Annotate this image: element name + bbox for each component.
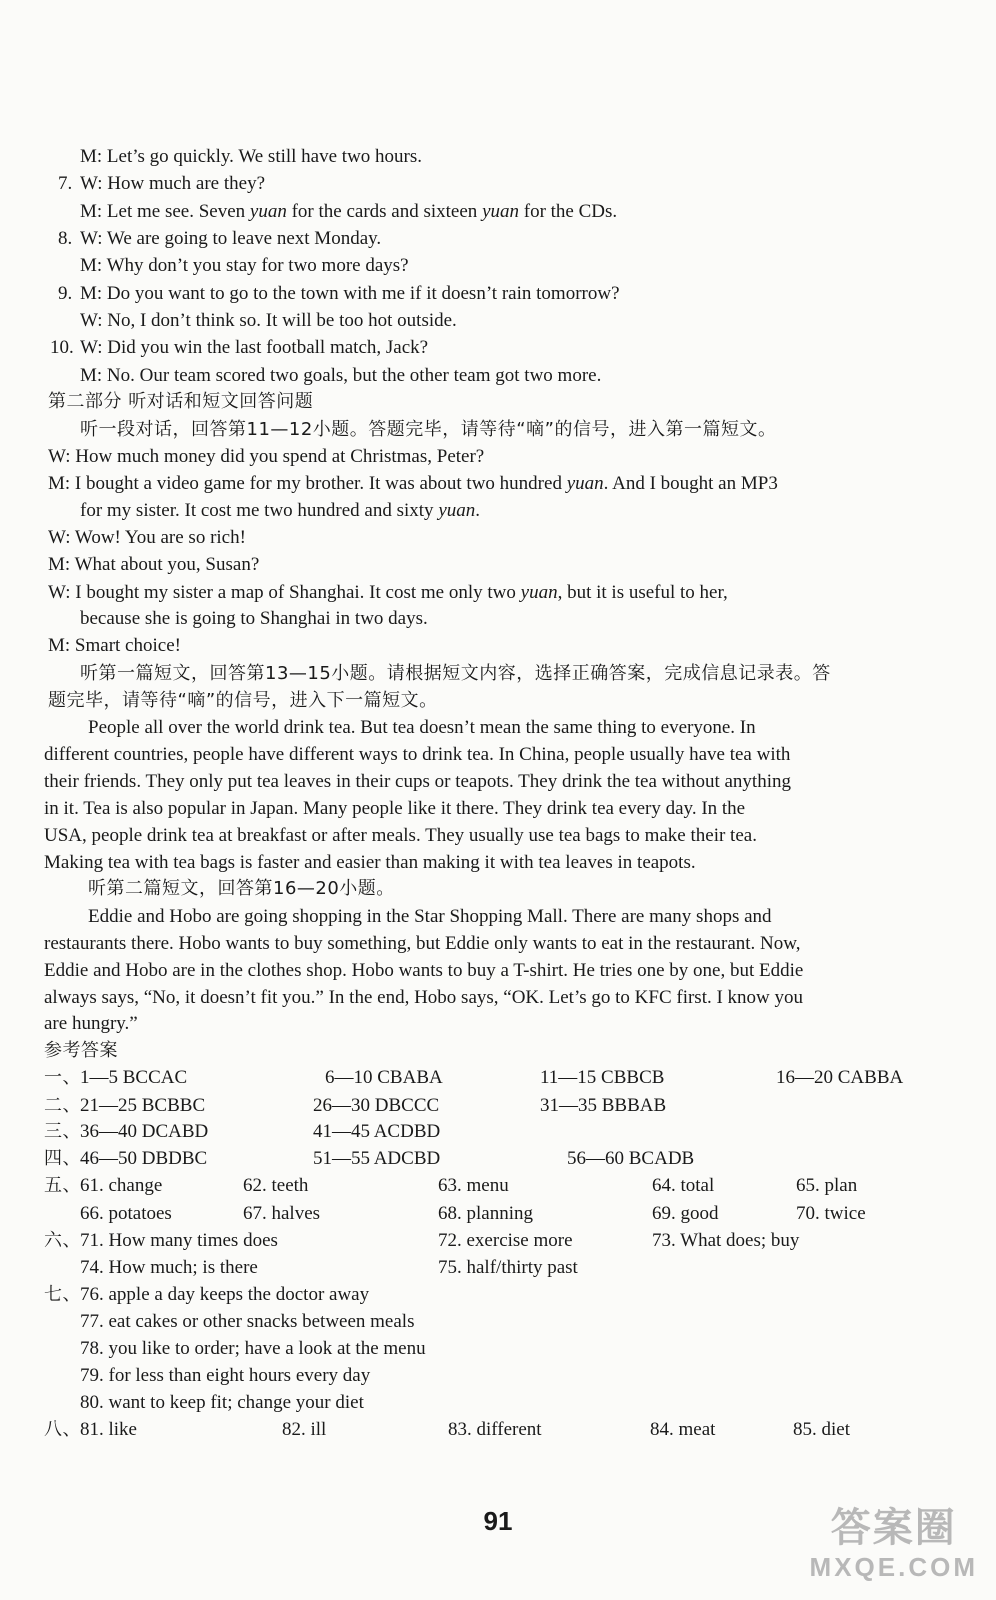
question-number: 8. bbox=[58, 228, 73, 249]
watermark-logo-text: 答案圈 bbox=[830, 1506, 957, 1550]
question-number: 10. bbox=[50, 337, 74, 358]
question-number: 7. bbox=[58, 173, 73, 194]
question-number: 9. bbox=[58, 283, 73, 304]
site-watermark bbox=[810, 1508, 978, 1580]
answer-key-page: M: Let’s go quickly. We still have two hours. 7. W: How much are they? M: Let me see. Seven yuan for the cards and sixteen yuan for the CDs. 8. W: We are going to leave next Monday. M: Why don’t you stay for two more days? 9. M: Do you want to go to the town with me if it doesn’t rain tomorrow? W: No, I don’t think so. It will be too hot outside. 10. W: Did you win the last football match, Jack? M: No. Our team scored two goals, but the other team got two more. 第二部分 听对话和短文回答问题 听一段对话，回答第11—12小题。答题完毕，请等待“嘀”的信号，进入第一篇短文。 W: How much money did you spend at Christmas, Peter? M: I bought a video game for my brother. It was about two hundred yuan. And I bought an MP3 for my sister. It cost me two hundred and sixty yuan. W: Wow! You are so rich! M: What about you, Susan? W: I bought my sister a map of Shanghai. It cost me only two yuan, but it is useful to her, because she is going to Shanghai in two days. M: Smart choice! 听第一篇短文，回答第13—15小题。请根据短文内容，选择正确答案，完成信息记录表。答 题完毕，请等待“嘀”的信号，进入下一篇短文。 People all over the world drink tea. But tea doesn’t mean the same thing to everyone. In different countries, people have different ways to drink tea. In China, people usually have tea with their friends. They only put tea leaves in their cups or teapots. They drink the tea without anything in it. Tea is also popular in Japan. Many people like it there. They drink tea every day. In the USA, people drink tea at breakfast or after meals. They usually use tea bags to make their tea. Making tea with tea bags is faster and easier than making it with tea leaves in teapots. 听第二篇短文，回答第16—20小题。 Eddie and Hobo are going shopping in the Star Shopping Mall. There are many shops and restaurants there. Hobo wants to buy something, but Eddie only wants to eat in the restaurant. Now, Eddie and Hobo are in the clothes shop. Hobo wants to buy a T-shirt. He tries one by one, but Eddie always says, “No, it doesn’t fit you.” In the end, Hobo says, “OK. Let’s go to KFC first. I know you are hungry.” 参考答案 一、 1—5 BCCAC 6—10 CBABA 11—15 CBBCB 16—20 CABBA 二、 21—25 BCBBC 26—30 DBCCC 31—35 BBBAB 三、 36—40 DCABD 41—45 ACDBD 四、 46—50 DBDBC 51—55 ADCBD 56—60 BCADB 五、 61. change 62. teeth 63. menu 64. total 65. plan 66. potatoes 67. halves 68. planning 69. good 70. twice 六、 71. How many times does 72. exercise more 73. What does; buy 74. How much; is there 75. half/thirty past 七、 76. apple a day keeps the doctor away 77. eat cakes or other snacks between meals 78. you like to order; have a look at the menu 79. for less than eight hours every day 80. want to keep fit; change your diet 八、 81. like 82. ill 83. different 84. meat 85. diet 91 答案圈 MXQE.COM bbox=[0, 0, 996, 1600]
watermark-url: MXQE.COM bbox=[809, 1552, 978, 1582]
page-number: 91 bbox=[483, 1506, 513, 1536]
